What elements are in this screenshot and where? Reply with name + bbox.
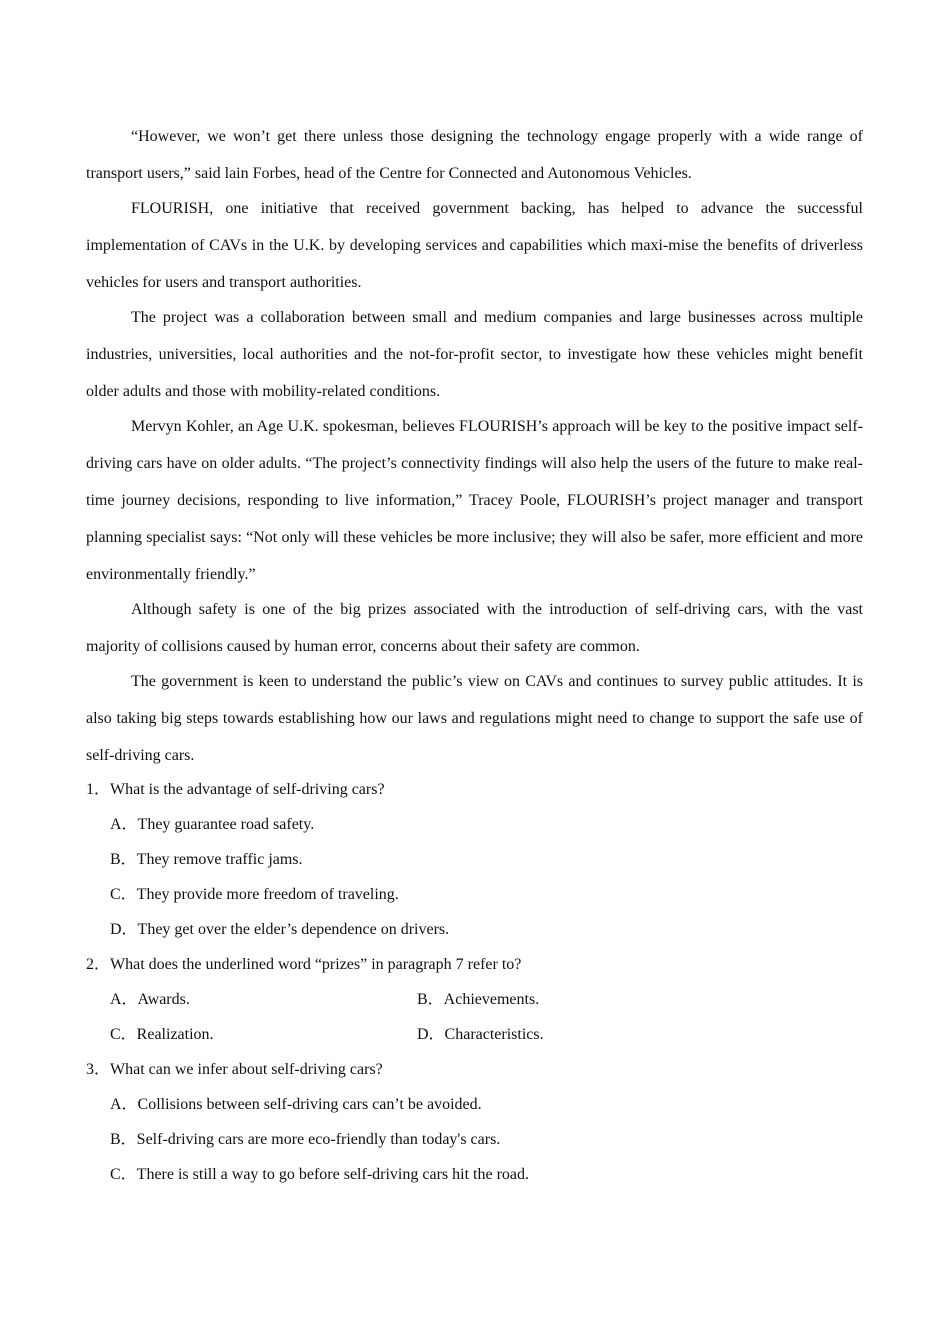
paragraph: FLOURISH, one initiative that received government backing, has helped to advance the successful implementation of CAVs in the U.K. by developing services and capabilities which maxi-mise the benefits of driverless vehicles for users and transport authorities. <box>86 200 863 291</box>
option-b: B．Achievements. <box>417 991 540 1008</box>
option-b: B．Self-driving cars are more eco-friendly than today's cars. <box>110 1131 501 1148</box>
question-1 <box>86 772 863 947</box>
option-c: C．There is still a way to go before self-driving cars hit the road. <box>110 1166 529 1183</box>
paragraph: Mervyn Kohler, an Age U.K. spokesman, believes FLOURISH’s approach will be key to the positive impact self-driving cars have on older adults. “The project’s connectivity findings will also help the users of the future to make real-time journey decisions, responding to live information,” Tracey Poole, FLOURISH’s project manager and transport planning specialist says: “Not only will these vehicles be more inclusive; they will also be safer, more efficient and more environmentally friendly.” <box>86 418 863 583</box>
question-stem: 2．What does the underlined word “prizes” in paragraph 7 refer to? <box>86 956 522 973</box>
document-page <box>86 118 863 1192</box>
option-a: A．Awards. <box>110 991 190 1008</box>
paragraph: The government is keen to understand the public’s view on CAVs and continues to survey public attitudes. It is also taking big steps towards establishing how our laws and regulations might need to change to support the safe use of self-driving cars. <box>86 673 863 764</box>
option-d: D．They get over the elder’s dependence on drivers. <box>110 921 450 938</box>
question-stem: 1．What is the advantage of self-driving cars? <box>86 781 385 798</box>
option-c: C．They provide more freedom of traveling. <box>110 886 399 903</box>
paragraph: “However, we won’t get there unless those designing the technology engage properly with a wide range of transport users,” said lain Forbes, head of the Centre for Connected and Autonomous Vehicles. <box>86 128 863 182</box>
question-stem: 3．What can we infer about self-driving cars? <box>86 1061 383 1078</box>
option-b: B．They remove traffic jams. <box>110 851 303 868</box>
question-2 <box>86 947 863 1052</box>
paragraph: Although safety is one of the big prizes associated with the introduction of self-driving cars, with the vast majority of collisions caused by human error, concerns about their safety are common. <box>86 601 863 655</box>
option-a: A．They guarantee road safety. <box>110 816 315 833</box>
option-d: D．Characteristics. <box>417 1026 544 1043</box>
option-c: C．Realization. <box>110 1026 214 1043</box>
question-3 <box>86 1052 863 1192</box>
option-a: A．Collisions between self-driving cars can’t be avoided. <box>110 1096 482 1113</box>
paragraph: The project was a collaboration between small and medium companies and large businesses across multiple industries, universities, local authorities and the not-for-profit sector, to investigate how these vehicles might benefit older adults and those with mobility-related conditions. <box>86 309 863 400</box>
option-grid <box>86 982 863 1052</box>
